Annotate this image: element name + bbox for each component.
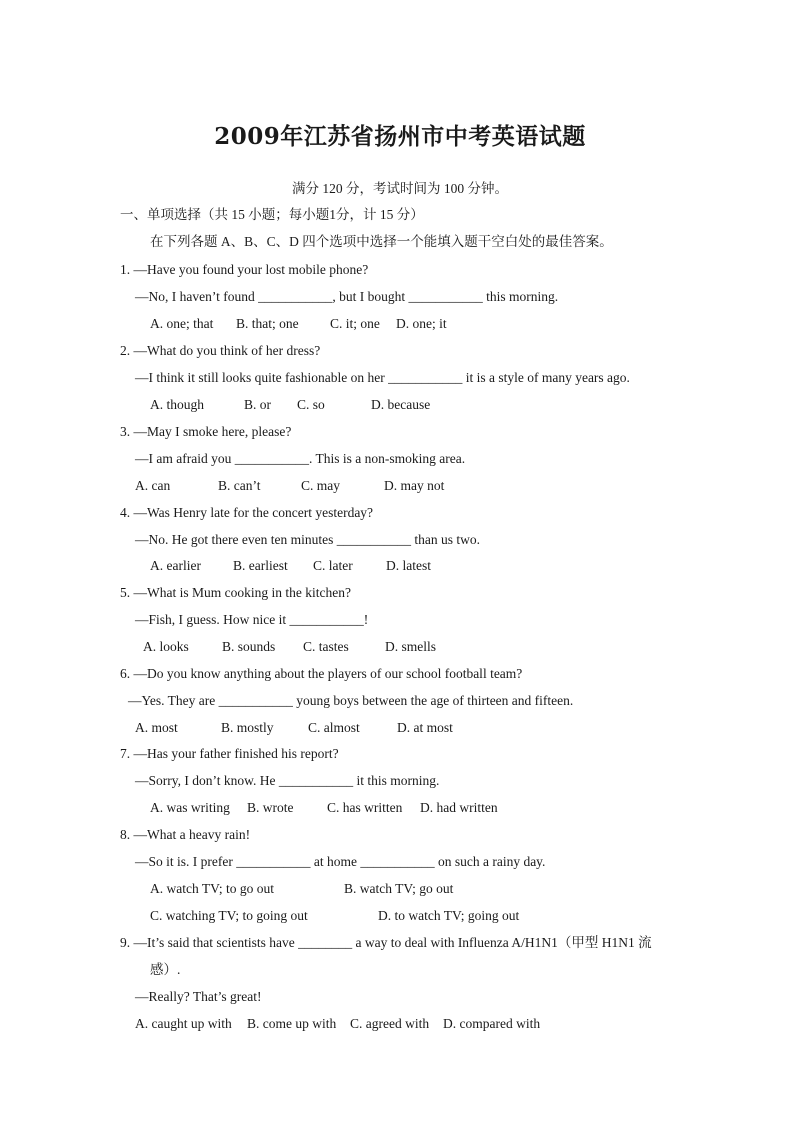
question-stem: 3. —May I smoke here, please?	[120, 424, 292, 439]
option-b: B. can’t	[218, 478, 261, 493]
option-b: B. mostly	[221, 720, 274, 735]
option-a: A. can	[135, 478, 171, 493]
option-a: A. caught up with	[135, 1016, 232, 1031]
question-options	[135, 1015, 540, 1033]
option-d: D. compared with	[443, 1016, 541, 1031]
option-b: B. or	[244, 397, 271, 412]
option-c: C. it; one	[330, 316, 380, 331]
option-a: A. most	[135, 720, 178, 735]
question-options	[135, 477, 444, 495]
question-dialogue: —Sorry, I don’t know. He ___________ it this morning.	[135, 773, 440, 788]
question-dialogue: —Fish, I guess. How nice it ___________!	[135, 612, 369, 627]
option-d: D. latest	[386, 558, 431, 573]
option-c: C. agreed with	[350, 1016, 430, 1031]
question-stem: 5. —What is Mum cooking in the kitchen?	[120, 585, 351, 600]
question-stem: 8. —What a heavy rain!	[120, 827, 251, 842]
question-options	[150, 907, 519, 925]
question-dialogue: —So it is. I prefer ___________ at home ___________ on such a rainy day.	[135, 854, 546, 869]
option-a: A. was writing	[150, 800, 230, 815]
option-c: C. later	[313, 558, 353, 573]
option-d: D. to watch TV; going out	[378, 908, 520, 923]
option-a: A. though	[150, 397, 204, 412]
option-b: B. watch TV; go out	[344, 881, 454, 896]
option-b: B. earliest	[233, 558, 288, 573]
option-c: C. watching TV; to going out	[150, 908, 308, 923]
question-options	[150, 880, 453, 898]
question-dialogue: —I think it still looks quite fashionable on her ___________ it is a style of many years ago.	[135, 370, 630, 385]
question-stem: 1. —Have you found your lost mobile phone?	[120, 262, 369, 277]
option-d: D. one; it	[396, 316, 447, 331]
option-d: D. at most	[397, 720, 453, 735]
option-b: B. that; one	[236, 316, 299, 331]
option-c: C. tastes	[303, 639, 349, 654]
option-b: B. wrote	[247, 800, 294, 815]
section-heading: 一、单项选择（共 15 小题；每小题1分，计 15 分）	[120, 207, 424, 222]
option-d: D. had written	[420, 800, 498, 815]
question-options	[150, 396, 430, 414]
page-title: 2009年江苏省扬州市中考英语试题	[214, 123, 586, 150]
question-stem: 7. —Has your father finished his report?	[120, 746, 339, 761]
option-d: D. smells	[385, 639, 437, 654]
question-stem: 9. —It’s said that scientists have ________ a way to deal with Influenza A/H1N1（甲型 H1N1 流	[120, 935, 652, 950]
question-dialogue: —No, I haven’t found ___________, but I bought ___________ this morning.	[135, 289, 559, 304]
option-c: C. has written	[327, 800, 403, 815]
question-stem: 4. —Was Henry late for the concert yesterday?	[120, 505, 374, 520]
section-instruction: 在下列各题 A、B、C、D 四个选项中选择一个能填入题干空白处的最佳答案。	[150, 234, 613, 249]
option-c: C. may	[301, 478, 340, 493]
question-options	[150, 799, 498, 817]
question-options	[150, 315, 447, 333]
option-a: A. one; that	[150, 316, 214, 331]
question-options	[150, 557, 431, 575]
option-c: C. almost	[308, 720, 360, 735]
question-options	[135, 719, 453, 737]
question-dialogue: —I am afraid you ___________. This is a non-smoking area.	[135, 451, 466, 466]
question-options	[143, 638, 436, 656]
option-a: A. looks	[143, 639, 189, 654]
question-stem: 2. —What do you think of her dress?	[120, 343, 321, 358]
option-d: D. because	[371, 397, 431, 412]
option-b: B. sounds	[222, 639, 276, 654]
option-a: A. watch TV; to go out	[150, 881, 274, 896]
question-stem-continued: 感）.	[150, 962, 181, 977]
option-d: D. may not	[384, 478, 445, 493]
question-stem: 6. —Do you know anything about the players of our school football team?	[120, 666, 523, 681]
question-dialogue: —No. He got there even ten minutes ___________ than us two.	[135, 532, 480, 547]
exam-info: 满分 120 分，考试时间为 100 分钟。	[292, 181, 508, 196]
option-a: A. earlier	[150, 558, 201, 573]
question-dialogue: —Really? That’s great!	[135, 989, 262, 1004]
question-dialogue: —Yes. They are ___________ young boys between the age of thirteen and fifteen.	[128, 693, 574, 708]
option-c: C. so	[297, 397, 325, 412]
option-b: B. come up with	[247, 1016, 337, 1031]
